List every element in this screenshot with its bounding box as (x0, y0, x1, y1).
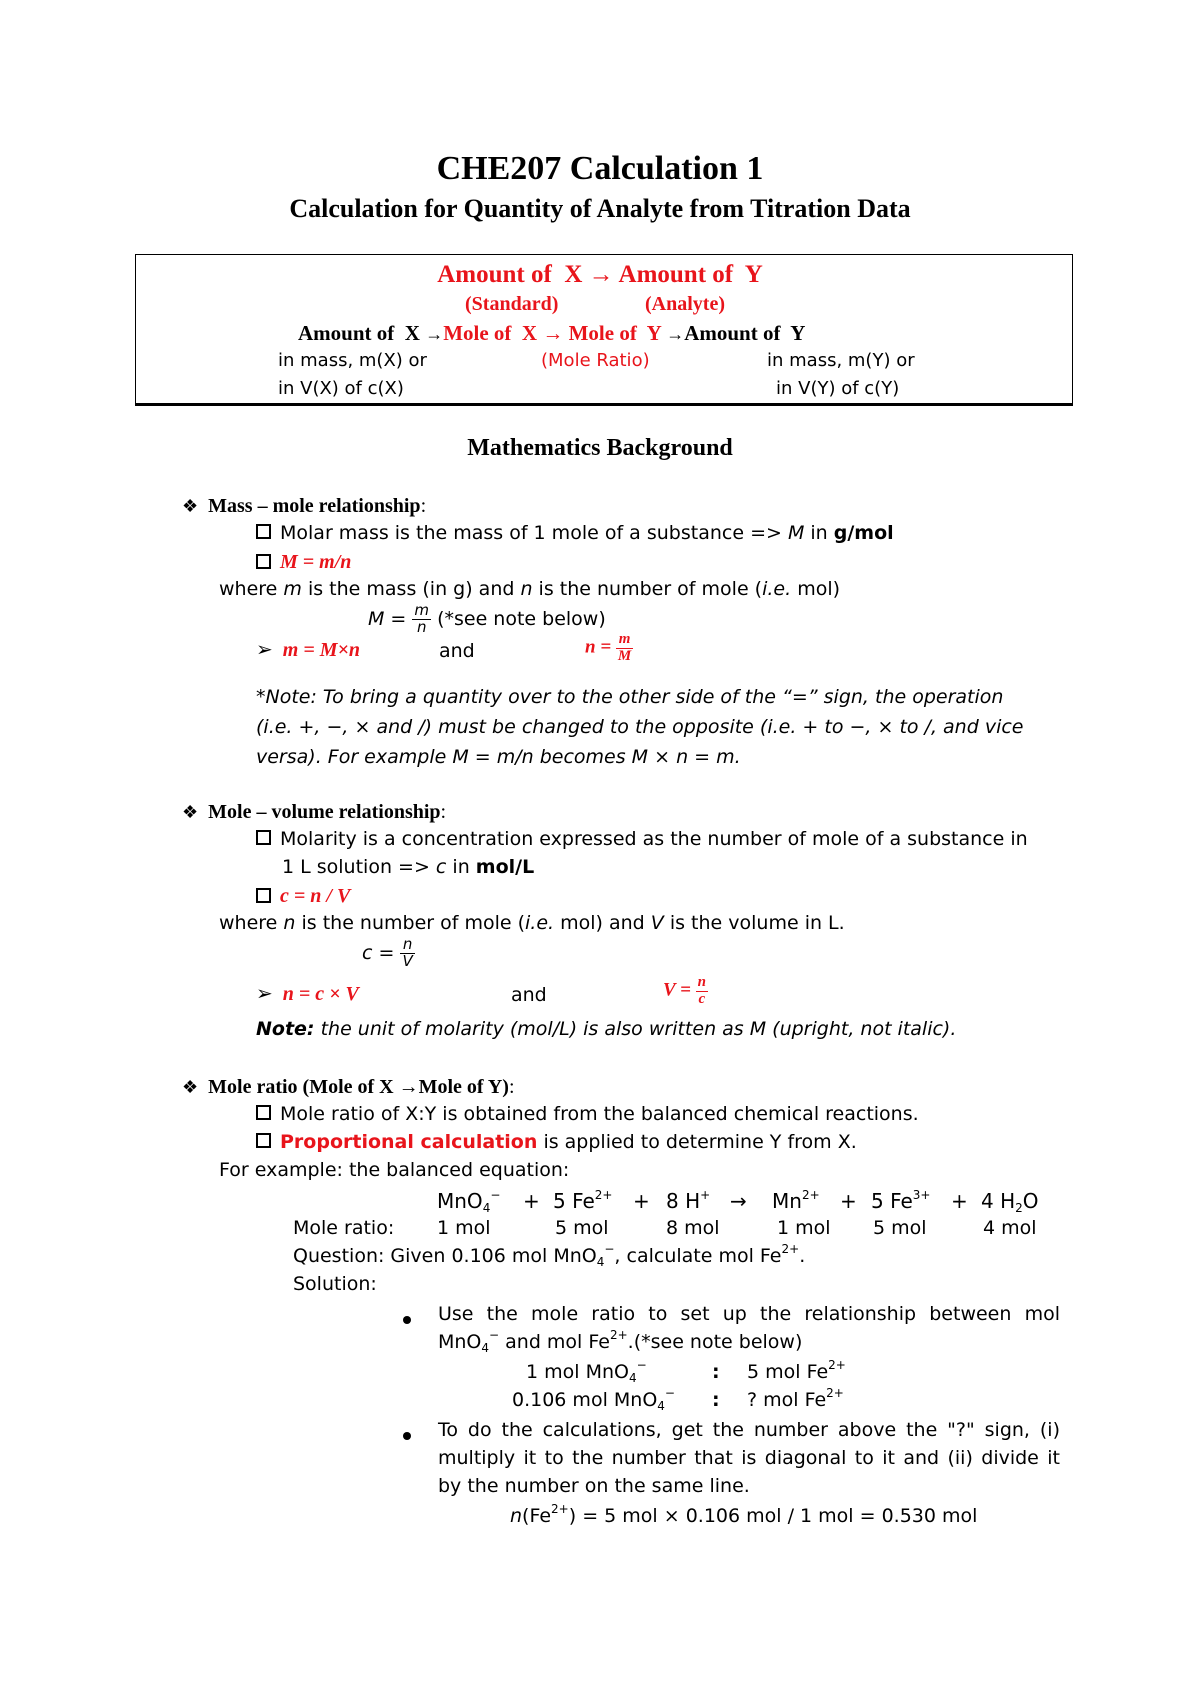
page-subtitle: Calculation for Quantity of Analyte from Titration Data (289, 194, 911, 223)
mole-volume-note: Note: the unit of molarity (mol/L) is also written as M (upright, not italic). (256, 1018, 957, 1040)
equation-term-fe3: 5 $Fe^{3+}$ (871, 1188, 931, 1213)
proportion-row2-right: ? mol $Fe^{2+}$ (747, 1386, 844, 1411)
bullet1-line1: Use the mole ratio to set up the relationship between mol (438, 1303, 1060, 1325)
equation-term-mno4: MnO$_4$− (437, 1188, 501, 1215)
arrowhead-bullet-icon: ➢ (256, 983, 273, 1005)
box-chain: Amount of X →Mole of X → Mole of Y →Amount of Y (298, 321, 806, 345)
arrowhead-bullet-icon: ➢ (256, 639, 273, 661)
equation-term-mn2: $Mn^{2+}$ (772, 1188, 820, 1213)
ratio-label: Mole ratio: (293, 1217, 395, 1239)
equation-term-fe2: 5 $Fe^{2+}$ (553, 1188, 613, 1213)
mass-mole-results: ➢ m = M×n (256, 639, 361, 661)
equation-term-h2o: 4 $H_2O$ (981, 1189, 1039, 1215)
mole-ratio-item1: Mole ratio of X:Y is obtained from the balanced chemical reactions. (256, 1105, 919, 1124)
mole-volume-result2: V = $\frac{n}{c}$ (663, 974, 706, 1007)
mass-mole-where: where m is the mass (in g) and n is the number of mole (i.e. mol) (219, 578, 841, 600)
box-mole-ratio: (Mole Ratio) (541, 350, 650, 371)
checkbox-bullet-icon (256, 830, 271, 845)
checkbox-bullet-icon (256, 554, 271, 569)
proportion-row1-left: 1 mol MnO$_4$− (526, 1358, 647, 1385)
mass-mole-note-line1: *Note: To bring a quantity over to the other side of the “=” sign, the operation (256, 686, 1004, 708)
equation-arrow: → (730, 1189, 747, 1213)
mole-ratio-example: For example: the balanced equation: (219, 1159, 570, 1181)
section-title: Mathematics Background (467, 435, 733, 461)
mole-volume-results: ➢ n = c × V (256, 983, 359, 1005)
box-right-line1: in mass, m(Y) or (767, 350, 915, 371)
mole-volume-heading: ❖ Mole – volume relationship: (182, 801, 447, 823)
diamond-bullet-icon: ❖ (182, 1077, 199, 1097)
checkbox-bullet-icon (256, 524, 271, 539)
diamond-bullet-icon: ❖ (182, 802, 199, 822)
ratio-value: 1 mol (777, 1217, 831, 1239)
solution-label: Solution: (293, 1273, 377, 1295)
question: Question: Given 0.106 mol MnO$_4$−, calculate mol $Fe^{2+}$. (293, 1242, 806, 1269)
box-left-line1: in mass, m(X) or (278, 350, 427, 371)
checkbox-bullet-icon (256, 888, 271, 903)
mole-volume-equation: c = $\frac{n}{V}$ (362, 935, 413, 970)
mass-mole-item1: Molar mass is the mass of 1 mole of a substance => M in g/mol (256, 524, 894, 543)
mass-mole-note-line3: versa). For example M = m/n becomes M × n = m. (256, 746, 741, 768)
bullet1-line2: MnO$_4$− and mol $Fe^{2+}.(*see$ note below) (438, 1328, 803, 1355)
mole-volume-item2: c = n / V (256, 886, 350, 906)
diamond-bullet-icon: ❖ (182, 496, 199, 516)
mole-ratio-item2: Proportional calculation is applied to determine Y from X. (256, 1133, 857, 1152)
mass-mole-result2: n = $\frac{m}{M}$ (585, 631, 632, 664)
proportion-row2-left: 0.106 mol MnO$_4$− (512, 1386, 675, 1413)
bullet2-line1: To do the calculations, get the number above the "?" sign, (i) (438, 1419, 1060, 1441)
box-standard-label: (Standard) (465, 293, 559, 315)
ratio-value: 5 mol (873, 1217, 927, 1239)
mass-mole-note-line2: (i.e. +, −, × and /) must be changed to the opposite (i.e. + to −, × to /, and vice (256, 716, 1024, 738)
mole-volume-item1-line2: 1 L solution => c in mol/L (282, 856, 535, 878)
equation-plus: + (951, 1189, 968, 1213)
mole-volume-and: and (511, 984, 547, 1006)
proportion-colon: : (712, 1361, 720, 1383)
proportion-colon: : (712, 1389, 720, 1411)
mass-mole-item2: M = m/n (256, 552, 351, 572)
page-title: CHE207 Calculation 1 (436, 150, 764, 187)
ratio-value: 8 mol (666, 1217, 720, 1239)
proportion-row1-right: 5 mol $Fe^{2+}$ (747, 1358, 846, 1383)
bullet-dot-icon (403, 1312, 411, 1328)
ratio-value: 1 mol (437, 1217, 491, 1239)
ratio-value: 5 mol (555, 1217, 609, 1239)
box-analyte-label: (Analyte) (645, 293, 725, 315)
mole-ratio-heading: ❖ Mole ratio (Mole of X →Mole of Y): (182, 1076, 515, 1098)
box-line1: Amount of X → Amount of Y (437, 261, 763, 288)
checkbox-bullet-icon (256, 1105, 271, 1120)
equation-plus: + (633, 1189, 650, 1213)
mass-mole-and: and (439, 640, 475, 662)
mass-mole-heading: ❖ Mass – mole relationship: (182, 495, 427, 517)
box-right-line2: in V(Y) of c(Y) (776, 378, 900, 399)
equation-plus: + (523, 1189, 540, 1213)
bullet2-line3: by the number on the same line. (438, 1475, 750, 1497)
checkbox-bullet-icon (256, 1133, 271, 1148)
box-left-line2: in V(X) of c(X) (278, 378, 404, 399)
mass-mole-equation: M = $\frac{m}{n}$ (*see note below) (368, 601, 606, 636)
bullet2-line2: multiply it to the number that is diagonal to it and (ii) divide it (438, 1447, 1060, 1469)
ratio-value: 4 mol (983, 1217, 1037, 1239)
mole-volume-item1-line1: Molarity is a concentration expressed as the number of mole of a substance in (256, 830, 1028, 849)
bullet-dot-icon (403, 1428, 411, 1444)
equation-plus: + (840, 1189, 857, 1213)
final-result: $n(Fe^{2+}) = 5$ mol × 0.106 mol / 1 mol = 0.530 mol (510, 1502, 978, 1527)
equation-term-h: 8 H+ (666, 1188, 711, 1213)
mole-volume-where: where n is the number of mole (i.e. mol) and V is the volume in L. (219, 912, 845, 934)
